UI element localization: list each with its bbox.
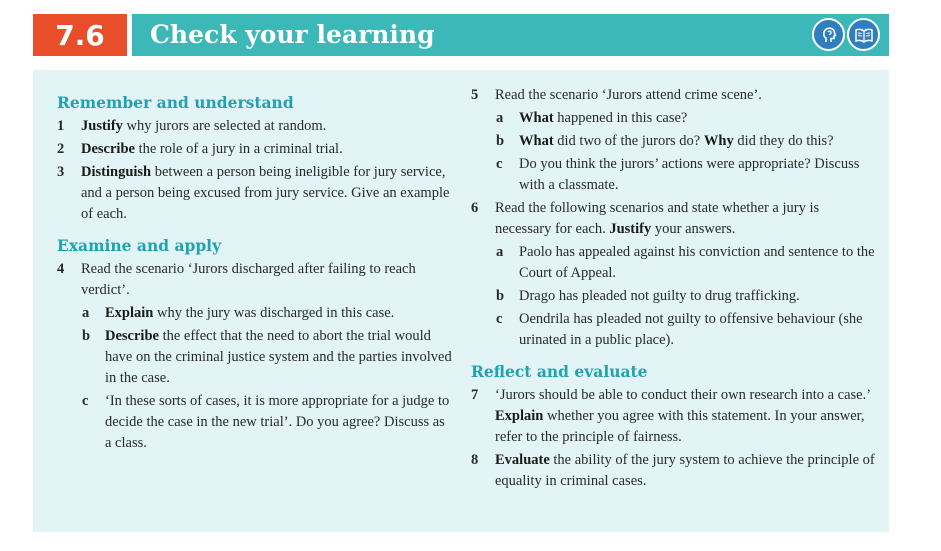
question-5a bbox=[471, 108, 876, 129]
question-text: ‘In these sorts of cases, it is more appropriate for a judge to decide the case in the new trial’. Do you agree? Discuss as a class. bbox=[105, 393, 450, 451]
question-number: 5 bbox=[471, 87, 479, 103]
question-4b bbox=[57, 326, 452, 389]
question-8 bbox=[471, 450, 876, 492]
keyword: Distinguish bbox=[81, 164, 152, 180]
keyword: Explain bbox=[495, 408, 544, 424]
question-number: 6 bbox=[471, 200, 479, 216]
section-number: 7.6 bbox=[33, 14, 127, 56]
question-4 bbox=[57, 259, 452, 301]
question-text: Read the scenario ‘Jurors attend crime scene’. bbox=[495, 87, 762, 103]
header-divider bbox=[127, 14, 132, 56]
question-text: Paolo has appealed against his conviction and sentence to the Court of Appeal. bbox=[519, 244, 875, 281]
question-6c bbox=[471, 309, 876, 351]
heading-reflect-evaluate: Reflect and evaluate bbox=[471, 362, 648, 381]
keyword: Describe bbox=[105, 328, 159, 344]
question-text: Drago has pleaded not guilty to drug trafficking. bbox=[519, 288, 800, 304]
question-5b bbox=[471, 131, 876, 152]
question-6 bbox=[471, 198, 876, 240]
question-text: whether you agree with this statement. In your answer, refer to the principle of fairness. bbox=[495, 408, 865, 445]
question-5 bbox=[471, 85, 876, 106]
question-1 bbox=[57, 116, 452, 137]
question-4a bbox=[57, 303, 452, 324]
question-text: the ability of the jury system to achieve the principle of equality in criminal cases. bbox=[495, 452, 875, 489]
question-text: did they do this? bbox=[733, 133, 834, 149]
heading-remember-understand: Remember and understand bbox=[57, 93, 294, 112]
question-5c bbox=[471, 154, 876, 196]
keyword: What bbox=[519, 133, 554, 149]
question-text: why jurors are selected at random. bbox=[122, 118, 327, 134]
question-number: 3 bbox=[57, 164, 65, 180]
question-6b bbox=[471, 286, 876, 307]
heading-examine-apply: Examine and apply bbox=[57, 236, 222, 255]
question-number: 4 bbox=[57, 261, 65, 277]
sub-letter: b bbox=[496, 133, 505, 149]
left-column bbox=[57, 92, 452, 454]
keyword: Justify bbox=[81, 118, 123, 134]
question-text: the role of a jury in a criminal trial. bbox=[134, 141, 343, 157]
keyword: Explain bbox=[105, 305, 154, 321]
head-profile-icon-glyph bbox=[819, 25, 839, 45]
sub-letter: c bbox=[496, 311, 503, 327]
open-book-icon[interactable] bbox=[847, 18, 880, 51]
open-book-icon-glyph bbox=[854, 25, 874, 45]
keyword: What bbox=[519, 110, 554, 126]
sub-letter: b bbox=[496, 288, 505, 304]
section-title: Check your learning bbox=[150, 20, 435, 49]
question-text: Do you think the jurors’ actions were appropriate? Discuss with a classmate. bbox=[519, 156, 860, 193]
question-text: Oendrila has pleaded not guilty to offensive behaviour (she urinated in a public place). bbox=[519, 311, 863, 348]
question-number: 7 bbox=[471, 387, 479, 403]
question-4c bbox=[57, 391, 452, 454]
keyword: Describe bbox=[81, 141, 135, 157]
question-text: why the jury was discharged in this case. bbox=[153, 305, 395, 321]
question-text: your answers. bbox=[651, 221, 736, 237]
question-text: happened in this case? bbox=[553, 110, 688, 126]
question-number: 8 bbox=[471, 452, 479, 468]
question-6a bbox=[471, 242, 876, 284]
question-number: 1 bbox=[57, 118, 65, 134]
right-column bbox=[471, 85, 876, 492]
keyword: Why bbox=[703, 133, 734, 149]
question-3 bbox=[57, 162, 452, 225]
sub-letter: a bbox=[496, 110, 504, 126]
question-number: 2 bbox=[57, 141, 65, 157]
question-text: ‘Jurors should be able to conduct their own research into a case.’ bbox=[495, 387, 870, 403]
question-2 bbox=[57, 139, 452, 160]
sub-letter: a bbox=[82, 305, 90, 321]
question-text: the effect that the need to abort the trial would have on the criminal justice system and the parties involved in the case. bbox=[105, 328, 452, 386]
head-profile-icon[interactable] bbox=[812, 18, 845, 51]
keyword: Evaluate bbox=[495, 452, 550, 468]
question-text: did two of the jurors do? bbox=[553, 133, 704, 149]
sub-letter: c bbox=[496, 156, 503, 172]
question-text: Read the following scenarios and state whether a jury is necessary for each. bbox=[495, 200, 820, 237]
question-text: Read the scenario ‘Jurors discharged after failing to reach verdict’. bbox=[81, 261, 416, 298]
question-text: between a person being ineligible for jury service, and a person being excused from jury service. Give an example of each. bbox=[81, 164, 450, 222]
sub-letter: a bbox=[496, 244, 504, 260]
sub-letter: b bbox=[82, 328, 91, 344]
question-7 bbox=[471, 385, 876, 448]
keyword: Justify bbox=[609, 221, 652, 237]
sub-letter: c bbox=[82, 393, 89, 409]
